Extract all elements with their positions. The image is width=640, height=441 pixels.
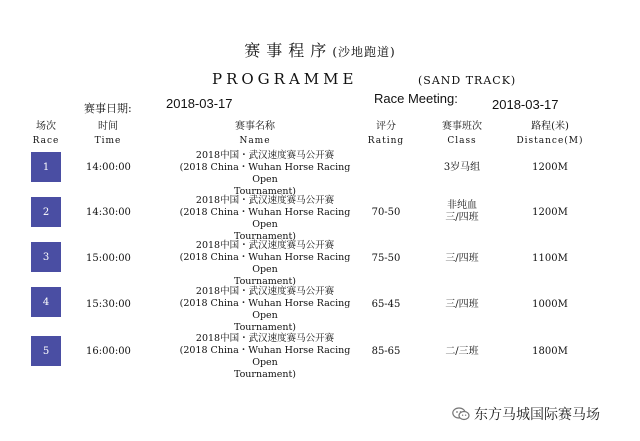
race-number-badge: 4 <box>31 287 61 317</box>
race-number-badge: 3 <box>31 242 61 272</box>
race-time: 14:00:00 <box>86 162 131 173</box>
race-time: 16:00:00 <box>86 346 131 357</box>
col-class: 赛事班次 Class <box>442 121 482 146</box>
race-distance: 1200M <box>532 162 568 173</box>
race-class: 3岁马组 <box>443 162 481 173</box>
race-name: 2018中国・武汉速度赛马公开赛 (2018 China・Wuhan Horse Racing Open Tournament) <box>179 240 351 287</box>
race-class: 三/四班 <box>445 299 479 310</box>
race-name: 2018中国・武汉速度赛马公开赛 (2018 China・Wuhan Horse Racing Open Tournament) <box>179 195 351 242</box>
race-number-badge: 2 <box>31 197 61 227</box>
col-distance: 路程(米) Distance(M) <box>516 121 584 146</box>
race-rating: 65-45 <box>371 299 401 310</box>
col-race: 场次 Race <box>32 121 60 146</box>
race-distance: 1000M <box>532 299 568 310</box>
watermark <box>452 404 600 424</box>
race-class: 二/三班 <box>445 346 479 357</box>
race-name: 2018中国・武汉速度赛马公开赛 (2018 China・Wuhan Horse Racing Open Tournament) <box>179 286 351 333</box>
race-distance: 1800M <box>532 346 568 357</box>
race-rating: 85-65 <box>371 346 401 357</box>
col-time: 时间 Time <box>94 121 122 146</box>
programme-heading: PROGRAMME <box>212 70 358 88</box>
race-distance: 1200M <box>532 207 568 218</box>
race-name: 2018中国・武汉速度赛马公开赛 (2018 China・Wuhan Horse Racing Open Tournament) <box>179 333 351 380</box>
race-distance: 1100M <box>532 253 568 264</box>
race-date-value: 2018-03-17 <box>166 96 233 111</box>
title-cn-sub: (沙地跑道) <box>332 45 396 59</box>
race-class: 三/四班 <box>445 253 479 264</box>
race-meeting-value: 2018-03-17 <box>492 97 559 112</box>
col-rating: 评分 Rating <box>367 121 405 146</box>
race-name: 2018中国・武汉速度赛马公开赛 (2018 China・Wuhan Horse Racing Open Tournament) <box>179 150 351 197</box>
watermark-text: 东方马城国际赛马场 <box>474 407 600 423</box>
race-time: 15:30:00 <box>86 299 131 310</box>
race-time: 14:30:00 <box>86 207 131 218</box>
page-title <box>0 38 640 61</box>
race-class: 非纯血 三/四班 <box>445 200 479 223</box>
race-time: 15:00:00 <box>86 253 131 264</box>
race-rating: 70-50 <box>371 207 401 218</box>
race-rating: 75-50 <box>371 253 401 264</box>
race-number-badge: 5 <box>31 336 61 366</box>
col-name: 赛事名称 Name <box>235 121 275 146</box>
race-number-badge: 1 <box>31 152 61 182</box>
wechat-icon <box>452 407 470 421</box>
race-date-label: 赛事日期: <box>84 102 132 115</box>
title-cn: 赛事程序 <box>244 41 333 60</box>
sand-track-label: (SAND TRACK) <box>418 74 517 87</box>
race-meeting-label: Race Meeting: <box>374 91 458 106</box>
